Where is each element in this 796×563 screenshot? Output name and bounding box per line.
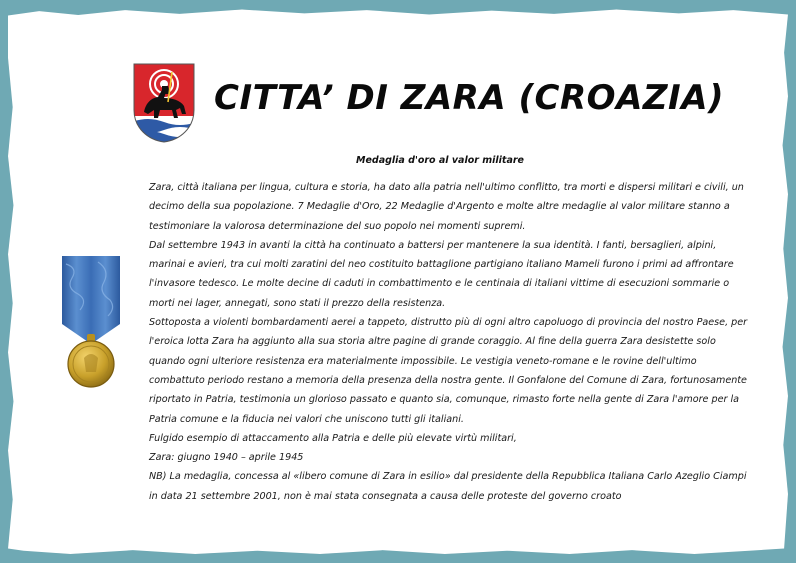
paragraph-2: Dal settembre 1943 in avanti la città ha continuato a battersi per mantenere la sua identità. I fanti, bersaglieri, alpini, marinai e avieri, tra cui molti zaratini del neo costituito battaglione partigiano italiano Mameli furono i primi ad affrontare l'invasore tedesco. Le molte decine di caduti in combattimento e le centinaia di italiani vittime di esecuzioni sommarie o morti nei lager, annegati, sono stati il prezzo della resistenza.	[149, 239, 734, 309]
page-subtitle: Medaglia d'oro al valor militare	[356, 155, 524, 166]
paragraph-4: Fulgido esempio di attaccamento alla Patria e delle più elevate virtù militari,	[149, 432, 517, 444]
page-title: CITTA’ DI ZARA (CROAZIA)	[214, 78, 725, 118]
paragraph-3: Sottoposta a violenti bombardamenti aerei a tappeto, distrutto più di ogni altro capoluogo di provincia del nostro Paese, per l'eroica lotta Zara ha aggiunto alla sua storia altre pagine di grande coraggio. Al fine della guerra Zara desistette solo quando ogni ulteriore resistenza era materialmente impossibile. Le vestigia veneto-romane e le rovine dell'ultimo combattuto periodo restano a memoria della presenza della nostra gente. Il Gonfalone del Comune di Zara, fortunosamente riportato in Patria, testimonia un glorioso passato e quanto sia, comunque, rimasto forte nella gente di Zara l'amore per la Patria comune e la fiducia nei valori che uniscono tutti gli italiani.	[149, 317, 748, 425]
body-text	[149, 178, 754, 506]
paragraph-1: Zara, città italiana per lingua, cultura e storia, ha dato alla patria nell'ultimo conflitto, tra morti e dispersi militari e civili, un decimo della sua popolazione. 7 Medaglie d'Oro, 22 Medaglie d'Argento e molte altre medaglie al valor militare stanno a testimoniare la valorosa determinazione del suo popolo nei momenti supremi.	[149, 182, 744, 232]
gold-medal-icon	[58, 254, 124, 392]
paragraph-5: Zara: giugno 1940 – aprile 1945	[149, 452, 304, 464]
paragraph-6: NB) La medaglia, concessa al «libero comune di Zara in esilio» dal presidente della Repubblica Italiana Carlo Azeglio Ciampi in data 21 settembre 2001, non è mai stata consegnata a causa delle proteste del governo croato	[149, 471, 747, 502]
zara-coat-of-arms-icon	[132, 62, 196, 144]
